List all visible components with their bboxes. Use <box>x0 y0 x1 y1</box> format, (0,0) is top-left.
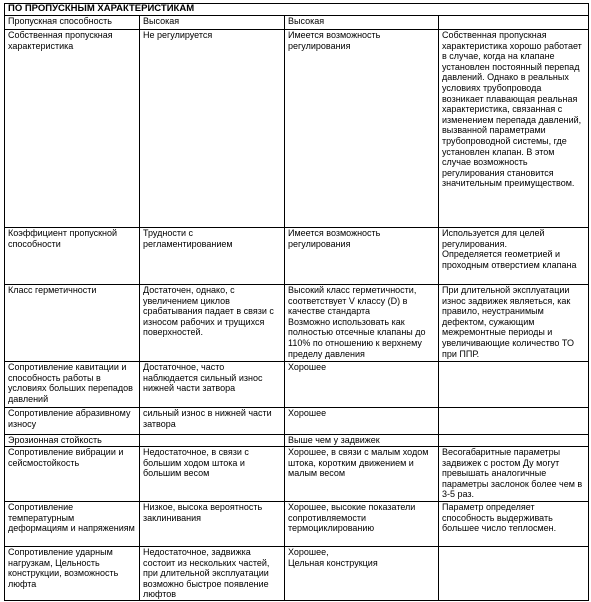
butterfly-valve-cell <box>285 16 439 30</box>
cell-text: Сопротивление вибрации и сейсмостойкость <box>8 447 124 468</box>
cell-text: Недостаточное, в связи с большим ходом штока и большим весом <box>143 447 249 479</box>
comment-cell <box>439 16 589 30</box>
cell-text: Выше чем у задвижек <box>288 435 380 445</box>
table-row <box>5 502 589 547</box>
butterfly-valve-cell <box>285 502 439 547</box>
comment-cell <box>439 408 589 435</box>
criterion-cell <box>5 16 140 30</box>
cell-text: Трудности с регламентированием <box>143 228 233 249</box>
comment-cell <box>439 547 589 601</box>
cell-text: Хорошее <box>288 362 327 372</box>
table-row <box>5 228 589 285</box>
criterion-cell <box>5 408 140 435</box>
comment-cell <box>439 285 589 362</box>
section-header-row <box>5 4 589 16</box>
table-row <box>5 16 589 30</box>
cell-text: Достаточен, однако, с увеличением циклов срабатывания падает в связи с износом рабочих и трущихся поверхностей. <box>143 285 274 338</box>
cell-text: Хорошее, высокие показатели сопротивляемости термоциклированию <box>288 502 416 534</box>
butterfly-valve-cell <box>285 435 439 447</box>
table-row <box>5 435 589 447</box>
cell-text: Хорошее, <box>288 547 329 557</box>
table-row <box>5 30 589 228</box>
cell-text: Собственная пропускная характеристика хорошо работает в случае, когда на клапане установлен постоянный перепад давлений. Однако в реальных условиях трубопровода возникает плавающая реальная характеристика, связанная с изменением перепада давлений, вызванной параметрами трубопроводной системы, где установлен клапан. В этом случае возможность регулирования становится значительным преимуществом. <box>442 30 582 189</box>
gate-valve-cell <box>140 408 285 435</box>
cell-text: Низкое, высока вероятность заклинивания <box>143 502 263 523</box>
cell-text: Сопротивление температурным деформациям и напряжениям <box>8 502 135 534</box>
butterfly-valve-cell <box>285 30 439 228</box>
butterfly-valve-cell <box>285 285 439 362</box>
comment-cell <box>439 362 589 408</box>
cell-text: Весогабаритные параметры задвижек с ростом Ду могут превышать аналогичные параметры заслонок более чем в 3-5 раз. <box>442 447 583 500</box>
cell-text: Пропускная способность <box>8 16 112 26</box>
gate-valve-cell <box>140 502 285 547</box>
cell-text: Достаточное, часто наблюдается сильный износ нижней части затвора <box>143 362 263 394</box>
table-row <box>5 547 589 601</box>
butterfly-valve-cell <box>285 228 439 285</box>
cell-text: Высокий класс герметичности, соответствует V классу (D) в качестве стандарта <box>288 285 417 317</box>
table-row <box>5 408 589 435</box>
cell-text: Цельная конструкция <box>288 557 378 568</box>
gate-valve-cell <box>140 547 285 601</box>
comment-cell <box>439 30 589 228</box>
criterion-cell <box>5 285 140 362</box>
gate-valve-cell <box>140 447 285 502</box>
cell-text: Возможно использовать как полностью отсечные клапаны до 110% по отношению к верхнему пределу давления <box>288 316 426 359</box>
criterion-cell <box>5 502 140 547</box>
cell-text: Класс герметичности <box>8 285 97 295</box>
cell-text: Высокая <box>288 16 325 26</box>
criterion-cell <box>5 228 140 285</box>
cell-text: Сопротивление кавитации и способность работы в условиях больших перепадов давлений <box>8 362 133 404</box>
criterion-cell <box>5 362 140 408</box>
cell-text: Имеется возможность регулирования <box>288 228 381 249</box>
cell-text: Определяется геометрией и проходным отверстием клапана <box>442 249 577 270</box>
cell-text: Имеется возможность регулирования <box>288 30 381 51</box>
butterfly-valve-cell <box>285 408 439 435</box>
table-row <box>5 285 589 362</box>
criterion-cell <box>5 435 140 447</box>
butterfly-valve-cell <box>285 547 439 601</box>
cell-text: Параметр определяет способность выдерживать большее число теплосмен. <box>442 502 557 534</box>
cell-text: Высокая <box>143 16 180 26</box>
cell-text: Сопротивление абразивному износу <box>8 408 131 429</box>
criterion-cell <box>5 30 140 228</box>
butterfly-valve-cell <box>285 447 439 502</box>
cell-text: Не регулируется <box>143 30 213 40</box>
comment-cell <box>439 447 589 502</box>
gate-valve-cell <box>140 285 285 362</box>
gate-valve-cell <box>140 30 285 228</box>
butterfly-valve-cell <box>285 362 439 408</box>
cell-text: Эрозионная стойкость <box>8 435 102 445</box>
cell-text: Недостаточное, задвижка состоит из нескольких частей, при длительной эксплуатации возможно быстрое появление люфтов <box>143 547 270 600</box>
comment-cell <box>439 435 589 447</box>
cell-text: сильный износ в нижней части затвора <box>143 408 272 429</box>
section-title: ПО ПРОПУСКНЫМ ХАРАКТЕРИСТИКАМ <box>5 4 589 16</box>
gate-valve-cell <box>140 362 285 408</box>
cell-text: При длительной эксплуатации износ задвижек являеться, как правило, неустранимым дефектом, сужающим межремонтные периоды и увеличивающие количество ТО при ППР. <box>442 285 574 359</box>
cell-text: Коэффициент пропускной способности <box>8 228 118 249</box>
comment-cell <box>439 228 589 285</box>
gate-valve-cell <box>140 228 285 285</box>
gate-valve-cell <box>140 16 285 30</box>
cell-text: Хорошее, в связи с малым ходом штока, коротким движением и малым весом <box>288 447 429 479</box>
cell-text: Используется для целей регулирования. <box>442 228 545 249</box>
cell-text: Сопротивление ударным нагрузкам, Цельность конструкции, возможность люфта <box>8 547 119 589</box>
table-row <box>5 362 589 408</box>
comment-cell <box>439 502 589 547</box>
criterion-cell <box>5 547 140 601</box>
criterion-cell <box>5 447 140 502</box>
table-row <box>5 447 589 502</box>
gate-valve-cell <box>140 435 285 447</box>
cell-text: Собственная пропускная характеристика <box>8 30 113 51</box>
comparison-table <box>4 3 589 601</box>
cell-text: Хорошее <box>288 408 327 418</box>
